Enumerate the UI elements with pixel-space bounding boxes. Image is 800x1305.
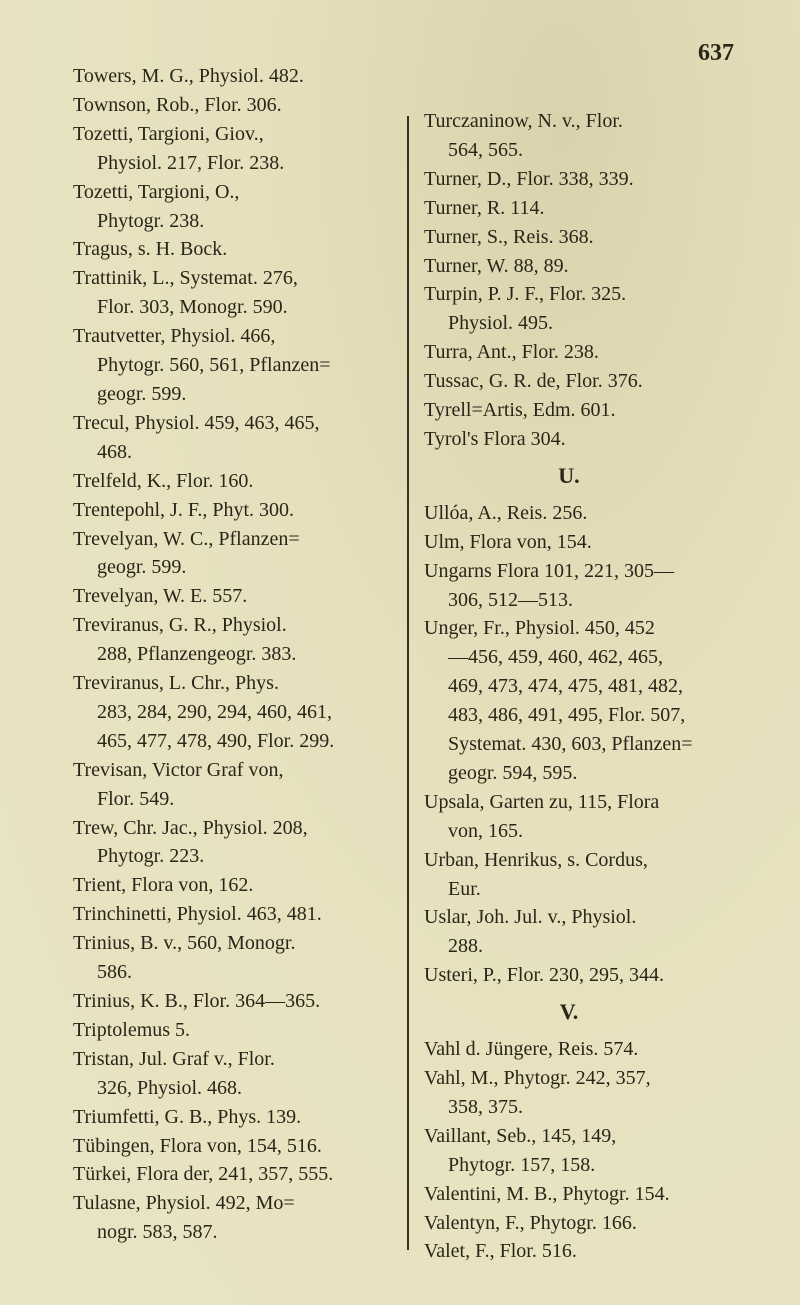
index-entry xyxy=(73,264,413,322)
entry-headline: Ulm, Flora von, 154. xyxy=(424,530,592,553)
index-entry xyxy=(73,322,413,409)
entry-headline: Tyrell=Artis, Edm. 601. xyxy=(424,399,616,422)
entry-headline: Trautvetter, Physiol. 466, xyxy=(73,325,276,348)
entry-headline: Turner, S., Reis. 368. xyxy=(424,225,594,248)
entry-headline: Trecul, Physiol. 459, 463, 465, xyxy=(73,411,320,434)
entry-headline: Turpin, P. J. F., Flor. 325. xyxy=(424,283,627,306)
index-entry xyxy=(73,1103,413,1132)
entry-continuation: 326, Physiol. 468. xyxy=(97,1076,243,1099)
index-entry xyxy=(73,62,413,91)
entry-headline: Ungarns Flora 101, 221, 305— xyxy=(424,559,674,582)
entry-continuation: Phytogr. 560, 561, Pflanzen= xyxy=(97,354,331,377)
index-entry xyxy=(424,1035,764,1064)
index-entry xyxy=(73,756,413,814)
index-entry xyxy=(424,557,764,615)
index-entry xyxy=(424,194,764,223)
entry-continuation: Physiol. 495. xyxy=(448,312,554,335)
page-number: 637 xyxy=(698,40,734,66)
entry-headline: Valentini, M. B., Phytogr. 154. xyxy=(424,1182,670,1205)
entry-headline: Townson, Rob., Flor. 306. xyxy=(73,93,282,116)
entry-headline: Valentyn, F., Phytogr. 166. xyxy=(424,1211,637,1234)
entry-continuation: 586. xyxy=(97,961,132,984)
entry-headline: Turczaninow, N. v., Flor. xyxy=(424,110,623,132)
index-entry xyxy=(73,178,413,236)
entry-headline: Usteri, P., Flor. 230, 295, 344. xyxy=(424,964,665,987)
entry-headline: Trew, Chr. Jac., Physiol. 208, xyxy=(73,816,308,839)
entry-headline: Triptolemus 5. xyxy=(73,1018,191,1041)
entry-headline: Trattinik, L., Systemat. 276, xyxy=(73,267,298,290)
index-entry xyxy=(424,846,764,904)
entry-headline: Tussac, G. R. de, Flor. 376. xyxy=(424,370,643,393)
entry-headline: Unger, Fr., Physiol. 450, 452 xyxy=(424,617,655,640)
index-entry xyxy=(424,499,764,528)
entry-continuation: 465, 477, 478, 490, Flor. 299. xyxy=(97,729,335,752)
entry-headline: Valet, F., Flor. 516. xyxy=(424,1240,577,1263)
index-entry xyxy=(73,1016,413,1045)
entry-continuation: geogr. 594, 595. xyxy=(448,761,578,784)
entry-headline: Vahl d. Jüngere, Reis. 574. xyxy=(424,1038,639,1061)
entry-headline: Upsala, Garten zu, 115, Flora xyxy=(424,790,660,813)
entry-continuation: 468. xyxy=(97,440,132,463)
entry-headline: Trinchinetti, Physiol. 463, 481. xyxy=(73,903,322,926)
entry-continuation: 283, 284, 290, 294, 460, 461, xyxy=(97,700,332,723)
index-entry xyxy=(73,1045,413,1103)
index-entry xyxy=(424,367,764,396)
index-entry xyxy=(424,903,764,961)
entry-headline: Trinius, B. v., 560, Monogr. xyxy=(73,932,296,955)
index-entry xyxy=(424,1180,764,1209)
index-entry xyxy=(424,107,764,165)
entry-headline: Trevelyan, W. E. 557. xyxy=(73,585,248,608)
index-entry xyxy=(424,528,764,557)
index-entry xyxy=(73,409,413,467)
index-entry xyxy=(73,525,413,583)
entry-continuation: nogr. 583, 587. xyxy=(97,1221,218,1244)
index-entry xyxy=(424,1064,764,1122)
index-entry xyxy=(73,1160,413,1189)
entry-headline: Tulasne, Physiol. 492, Mo= xyxy=(73,1192,295,1215)
entry-headline: Türkei, Flora der, 241, 357, 555. xyxy=(73,1163,334,1186)
index-entry xyxy=(73,900,413,929)
index-entry xyxy=(73,1189,413,1247)
entry-continuation: Flor. 303, Monogr. 590. xyxy=(97,296,288,319)
index-entry xyxy=(73,611,413,669)
entry-headline: Ullóa, A., Reis. 256. xyxy=(424,501,588,524)
index-entry xyxy=(73,120,413,178)
index-entry xyxy=(424,788,764,846)
index-entry xyxy=(424,1122,764,1180)
entry-headline: Tyrol's Flora 304. xyxy=(424,427,566,450)
entry-headline: Tragus, s. H. Bock. xyxy=(73,238,228,261)
entry-headline: Vahl, M., Phytogr. 242, 357, xyxy=(424,1067,651,1089)
entry-headline: Turra, Ant., Flor. 238. xyxy=(424,341,599,364)
entry-continuation: Phytogr. 157, 158. xyxy=(448,1153,596,1176)
entry-headline: Trentepohl, J. F., Phyt. 300. xyxy=(73,498,295,521)
index-entry xyxy=(73,582,413,611)
entry-headline: Tozetti, Targioni, O., xyxy=(73,180,240,203)
entry-headline: Treviranus, L. Chr., Phys. xyxy=(73,672,279,695)
index-entry xyxy=(73,91,413,120)
entry-headline: Trevisan, Victor Graf von, xyxy=(73,758,284,781)
index-entry xyxy=(73,929,413,987)
entry-continuation: von, 165. xyxy=(448,819,523,842)
entry-headline: Trient, Flora von, 162. xyxy=(73,874,254,897)
index-entry xyxy=(73,814,413,872)
entry-headline: Vaillant, Seb., 145, 149, xyxy=(424,1124,617,1147)
index-entry xyxy=(73,235,413,264)
index-column-left xyxy=(73,62,413,1247)
index-entry xyxy=(424,338,764,367)
section-heading: U. xyxy=(558,462,580,488)
index-entry xyxy=(424,165,764,194)
entry-continuation: 288. xyxy=(448,935,483,958)
entry-continuation: Flor. 549. xyxy=(97,787,175,810)
entry-headline: Towers, M. G., Physiol. 482. xyxy=(73,65,304,87)
entry-headline: Treviranus, G. R., Physiol. xyxy=(73,614,287,637)
entry-headline: Turner, W. 88, 89. xyxy=(424,254,569,277)
index-entry xyxy=(73,871,413,900)
entry-continuation: 564, 565. xyxy=(448,138,523,161)
index-entry xyxy=(73,496,413,525)
index-entry xyxy=(424,961,764,990)
entry-continuation: Phytogr. 223. xyxy=(97,845,205,868)
entry-headline: Tristan, Jul. Graf v., Flor. xyxy=(73,1047,275,1070)
entry-headline: Triumfetti, G. B., Phys. 139. xyxy=(73,1105,302,1128)
entry-continuation: 469, 473, 474, 475, 481, 482, xyxy=(448,675,683,698)
entry-continuation: —456, 459, 460, 462, 465, xyxy=(448,646,663,669)
entry-continuation: Phytogr. 238. xyxy=(97,209,205,232)
entry-headline: Turner, D., Flor. 338, 339. xyxy=(424,167,634,190)
entry-continuation: Physiol. 217, Flor. 238. xyxy=(97,151,285,174)
index-entry xyxy=(424,396,764,425)
section-heading: V. xyxy=(559,999,579,1025)
index-entry xyxy=(424,223,764,252)
entry-headline: Trelfeld, K., Flor. 160. xyxy=(73,469,254,492)
entry-continuation: Eur. xyxy=(448,877,481,900)
index-column-right xyxy=(424,107,764,1266)
entry-headline: Turner, R. 114. xyxy=(424,196,545,219)
entry-headline: Trevelyan, W. C., Pflanzen= xyxy=(73,527,300,550)
index-entry xyxy=(73,1132,413,1161)
index-entry xyxy=(73,987,413,1016)
entry-continuation: 483, 486, 491, 495, Flor. 507, xyxy=(448,704,686,727)
entry-continuation: 288, Pflanzengeogr. 383. xyxy=(97,643,297,666)
index-entry xyxy=(424,1209,764,1238)
entry-continuation: 358, 375. xyxy=(448,1095,523,1118)
entry-continuation: geogr. 599. xyxy=(97,556,187,579)
index-entry xyxy=(424,425,764,454)
entry-continuation: geogr. 599. xyxy=(97,382,187,405)
index-entry xyxy=(424,1237,764,1266)
entry-headline: Uslar, Joh. Jul. v., Physiol. xyxy=(424,906,637,929)
entry-headline: Trinius, K. B., Flor. 364—365. xyxy=(73,990,321,1012)
index-entry xyxy=(73,467,413,496)
entry-continuation: 306, 512—513. xyxy=(448,588,573,611)
column-divider xyxy=(407,116,409,1250)
entry-headline: Urban, Henrikus, s. Cordus, xyxy=(424,848,648,871)
index-entry xyxy=(73,669,413,756)
index-entry xyxy=(424,614,764,787)
entry-continuation: Systemat. 430, 603, Pflanzen= xyxy=(448,733,693,756)
index-entry xyxy=(424,280,764,338)
entry-headline: Tozetti, Targioni, Giov., xyxy=(73,122,264,145)
index-entry xyxy=(424,252,764,281)
entry-headline: Tübingen, Flora von, 154, 516. xyxy=(73,1134,322,1157)
